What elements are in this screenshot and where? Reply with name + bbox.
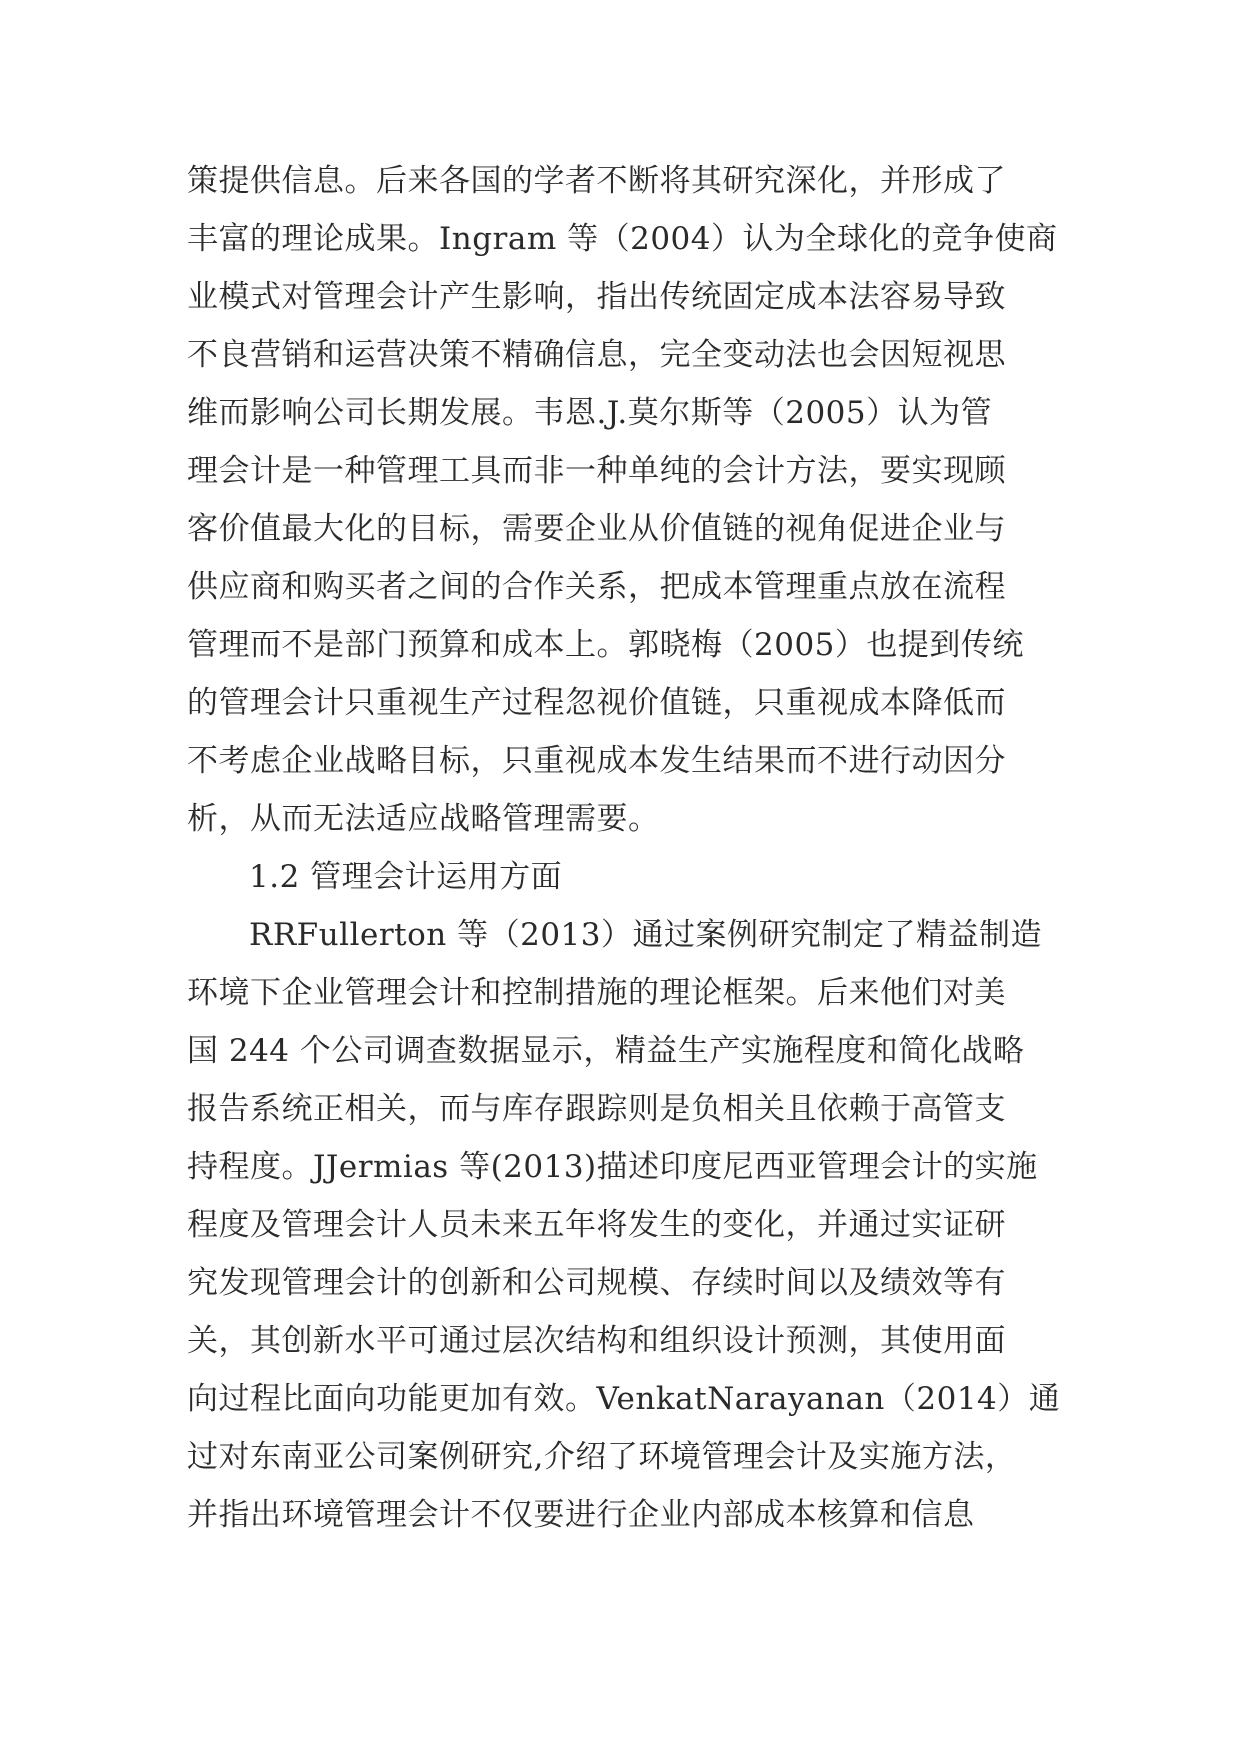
text-line: 理会计是一种管理工具而非一种单纯的会计方法，要实现顾 [187,453,1006,489]
text-line: 不考虑企业战略目标，只重视成本发生结果而不进行动因分 [187,743,1006,779]
text-line: 关，其创新水平可通过层次结构和组织设计预测，其使用面 [187,1323,1006,1359]
text-line: 的管理会计只重视生产过程忽视价值链，只重视成本降低而 [187,685,1006,721]
text-line: 持程度。JJermias 等(2013)描述印度尼西亚管理会计的实施 [187,1149,1038,1185]
section-heading: 1.2 管理会计运用方面 [249,859,563,895]
text-line: 国 244 个公司调查数据显示，精益生产实施程度和简化战略 [187,1033,1025,1069]
text-line: 过对东南亚公司案例研究,介绍了环境管理会计及实施方法， [187,1439,1017,1475]
body-text [187,152,1061,1544]
text-line: 向过程比面向功能更加有效。VenkatNarayanan（2014）通 [187,1381,1061,1417]
text-line: 策提供信息。后来各国的学者不断将其研究深化，并形成了 [187,163,1006,199]
text-line: 管理而不是部门预算和成本上。郭晓梅（2005）也提到传统 [187,627,1024,663]
text-line: 环境下企业管理会计和控制措施的理论框架。后来他们对美 [187,975,1006,1011]
text-line: 客价值最大化的目标，需要企业从价值链的视角促进企业与 [187,511,1006,547]
text-line: 业模式对管理会计产生影响，指出传统固定成本法容易导致 [187,279,1006,315]
text-line: 丰富的理论成果。Ingram 等（2004）认为全球化的竞争使商 [187,221,1058,257]
text-line: 报告系统正相关，而与库存跟踪则是负相关且依赖于高管支 [187,1091,1006,1127]
text-line: 析，从而无法适应战略管理需要。 [187,801,660,837]
text-line: 并指出环境管理会计不仅要进行企业内部成本核算和信息 [187,1497,975,1533]
paragraph-first-line: RRFullerton 等（2013）通过案例研究制定了精益制造 [249,917,1042,953]
text-line: 程度及管理会计人员未来五年将发生的变化，并通过实证研 [187,1207,1006,1243]
text-line: 不良营销和运营决策不精确信息，完全变动法也会因短视思 [187,337,1006,373]
text-line: 供应商和购买者之间的合作关系，把成本管理重点放在流程 [187,569,1006,605]
text-line: 究发现管理会计的创新和公司规模、存续时间以及绩效等有 [187,1265,1006,1301]
text-line: 维而影响公司长期发展。韦恩.J.莫尔斯等（2005）认为管 [187,395,993,431]
